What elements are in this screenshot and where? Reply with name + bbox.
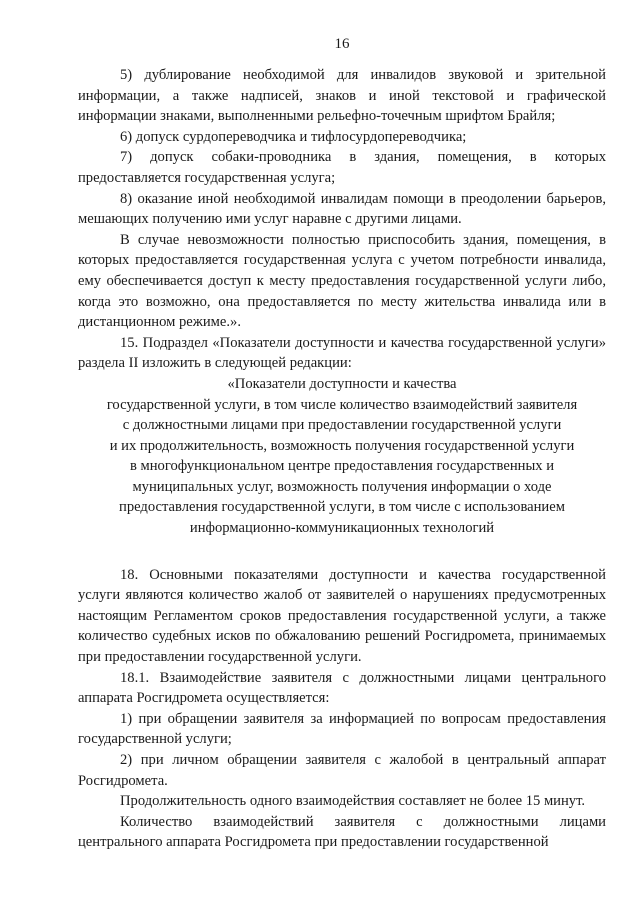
paragraph-item-6-interpreter: 6) допуск сурдопереводчика и тифлосурдопереводчика; bbox=[120, 128, 467, 145]
title-line: с должностными лицами при предоставлении государственной услуги bbox=[122, 417, 562, 434]
paragraph-interaction-count: Количество взаимодействий заявителя с должностными лицами центрального аппарата Росгидромета при предоставлении государственной bbox=[78, 813, 606, 851]
title-line: «Показатели доступности и качества bbox=[227, 375, 457, 392]
title-line: муниципальных услуг, возможность получения информации о ходе bbox=[132, 478, 552, 495]
title-line: предоставления государственной услуги, в том числе с использованием bbox=[119, 499, 565, 516]
title-line: информационно-коммуникационных технологий bbox=[189, 520, 495, 537]
paragraph-18-indicators: 18. Основными показателями доступности и качества государственной услуги являются количество жалоб от заявителей о нарушениях предусмотренных настоящим Регламентом сроков предоставления государственной услуги, а также количество судебных исков по обжалованию решений Росгидромета, принимаемых при предоставлении государственной услуги. bbox=[78, 566, 606, 666]
paragraph-duration: Продолжительность одного взаимодействия составляет не более 15 минут. bbox=[120, 793, 586, 810]
paragraph-18-1-interaction: 18.1. Взаимодействие заявителя с должностными лицами центрального аппарата Росгидромета осуществляется: bbox=[78, 669, 606, 707]
paragraph-impossibility: В случае невозможности полностью приспособить здания, помещения, в которых предоставляется государственная услуга с учетом потребности инвалида, ему обеспечивается доступ к месту предоставления государственной услуги либо, когда это возможно, она предоставляется по месту жительства инвалида или в дистанционном режиме.». bbox=[78, 231, 606, 331]
subsection-title bbox=[78, 374, 606, 539]
paragraph-interaction-case-2: 2) при личном обращении заявителя с жалобой в центральный аппарат Росгидромета. bbox=[78, 752, 606, 789]
title-line: и их продолжительность, возможность получения государственной услуги bbox=[109, 437, 575, 454]
paragraph-item-7-guide-dog: 7) допуск собаки-проводника в здания, помещения, в которых предоставляется государственная услуга; bbox=[78, 149, 606, 186]
paragraph-item-5-braille: 5) дублирование необходимой для инвалидов звуковой и зрительной информации, а также надписей, знаков и иной текстовой и графической информации знаками, выполненными рельефно-точечным шрифтом Брайля; bbox=[78, 67, 606, 125]
title-line: государственной услуги, в том числе количество взаимодействий заявителя bbox=[106, 396, 578, 413]
title-line: в многофункциональном центре предоставления государственных и bbox=[129, 458, 555, 475]
paragraph-15-subsection: 15. Подраздел «Показатели доступности и качества государственной услуги» раздела II изложить в следующей редакции: bbox=[78, 334, 606, 372]
paragraph-item-8-assistance: 8) оказание иной необходимой инвалидам помощи в преодолении барьеров, мешающих получению ими услуг наравне с другими лицами. bbox=[78, 190, 606, 228]
paragraph-interaction-case-1: 1) при обращении заявителя за информацией по вопросам предоставления государственной услуги; bbox=[78, 710, 606, 748]
page-number: 16 bbox=[334, 36, 350, 52]
